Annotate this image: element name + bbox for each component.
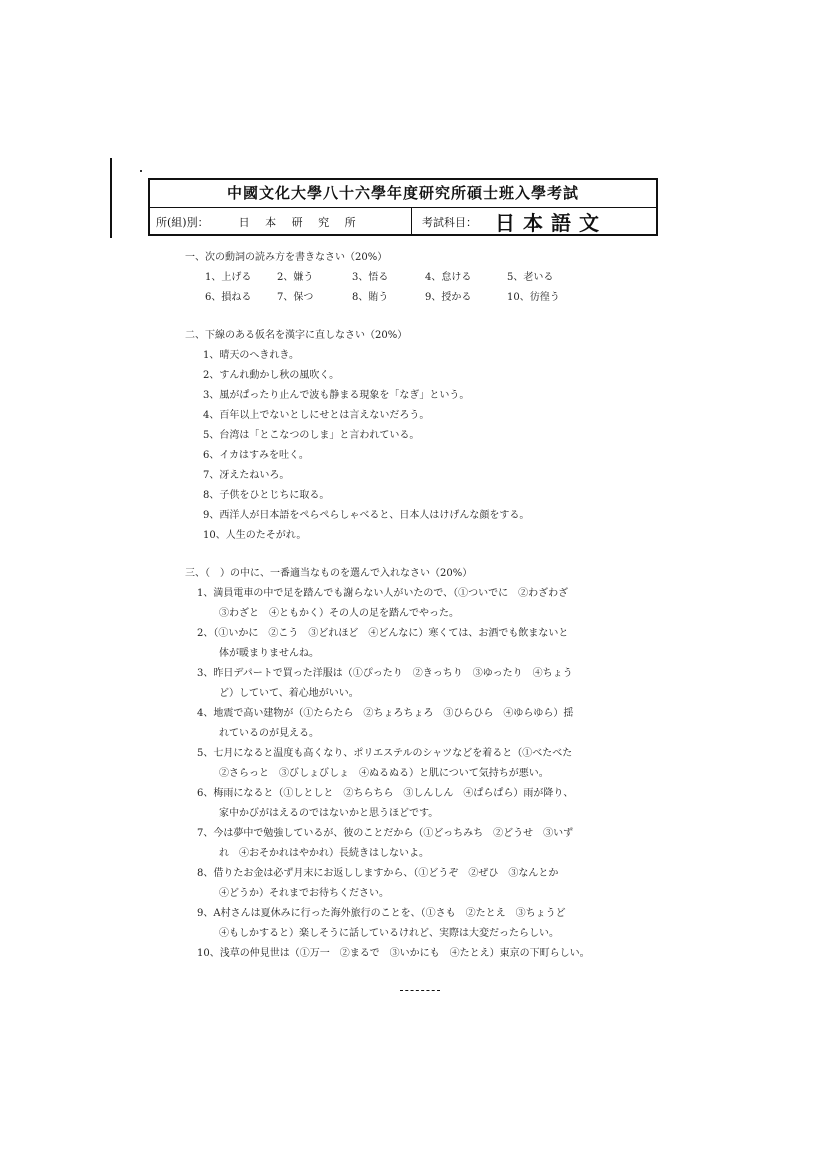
list-item: 9、西洋人が日本語をぺらぺらしゃべると、日本人はけげんな顔をする。	[203, 510, 530, 521]
question-line: ③わざと ④ともかく）その人の足を踏んでやった。	[219, 608, 459, 619]
question-line: 1、満員電車の中で足を踏んでも謝らない人がいたので、（①ついでに ②わざわざ	[197, 588, 569, 599]
question-line: 6、梅雨になると（①しとしと ②ちらちら ③しんしん ④ぱらぱら）雨が降り、	[197, 788, 574, 799]
question-line: ④どうか）それまでお待ちください。	[219, 888, 389, 899]
page-footer-rule	[400, 990, 440, 991]
department-value: 日 本 研 究 所	[238, 215, 362, 229]
subject-label: 考試科目：	[422, 215, 477, 229]
list-item: 5、台湾は「とこなつのしま」と言われている。	[203, 430, 420, 441]
question-line: ④もしかすると）楽しそうに話しているけれど、実際は大変だったらしい。	[219, 928, 559, 939]
list-item: 4、怠ける	[425, 272, 472, 283]
list-item: 9、授かる	[425, 292, 472, 303]
list-item: 3、悟る	[352, 272, 389, 283]
exam-content	[185, 248, 625, 964]
question	[197, 824, 625, 864]
question	[197, 624, 625, 664]
list-item: 8、子供をひとじちに取る。	[203, 490, 330, 501]
exam-header	[148, 178, 658, 236]
subject-value: 日本語文	[495, 211, 607, 235]
list-item: 2、嫌う	[277, 272, 314, 283]
list-item: 6、イカはすみを吐く。	[203, 450, 309, 461]
question-line: 5、七月になると温度も高くなり、ポリエステルのシャツなどを着ると（①べたべた	[197, 748, 573, 759]
question-line: ど）していて、着心地がいい。	[219, 688, 359, 699]
list-item: 6、損ねる	[205, 292, 252, 303]
list-item: 3、風がぱったり止んで波も静まる現象を「なぎ」という。	[203, 390, 470, 401]
question	[197, 944, 625, 964]
section1-items	[205, 268, 625, 308]
question-line: 7、今は夢中で勉強しているが、彼のことだから（①どっちみち ②どうせ ③いず	[197, 828, 574, 839]
section3-title: 三、（ ）の中に、一番適当なものを選んで入れなさい（20%）	[185, 568, 473, 579]
list-item: 7、冴えたねいろ。	[203, 470, 290, 481]
list-item: 4、百年以上でないとしにせとは言えないだろう。	[203, 410, 430, 421]
question-line: ②さらっと ③びしょびしょ ④ぬるぬる）と肌について気持ちが悪い。	[219, 768, 549, 779]
question-line: れ ④おそかれはやかれ）長続きはしないよ。	[219, 848, 429, 859]
question-line: 9、A村さんは夏休みに行った海外旅行のことを、（①さも ②たとえ ③ちょうど	[197, 908, 566, 919]
list-item: 1、上げる	[205, 272, 252, 283]
question	[197, 704, 625, 744]
section2-title: 二、下線のある仮名を漢字に直しなさい（20%）	[185, 330, 408, 341]
scan-speck	[140, 170, 142, 172]
list-item: 7、保つ	[277, 292, 314, 303]
department-label: 所(組)別：	[156, 215, 209, 229]
question-line: 体が暖まりませんね。	[219, 648, 319, 659]
section1-title: 一、次の動詞の読み方を書きなさい（20%）	[185, 252, 388, 263]
question	[197, 904, 625, 944]
list-item: 10、人生のたそがれ。	[203, 530, 307, 541]
question-line: 2、（①いかに ②こう ③どれほど ④どんなに）寒くては、お酒でも飲まないと	[197, 628, 569, 639]
question	[197, 784, 625, 824]
department-cell	[150, 208, 412, 235]
question	[197, 664, 625, 704]
subject-cell	[412, 208, 656, 235]
list-item: 2、すんれ動かし秋の風吹く。	[203, 370, 340, 381]
question-line: 8、借りたお金は必ず月末にお返ししますから、（①どうぞ ②ぜひ ③なんとか	[197, 868, 559, 879]
question-line: 家中かびがはえるのではないかと思うほどです。	[219, 808, 439, 819]
question	[197, 744, 625, 784]
exam-title: 中國文化大學八十六學年度研究所碩士班入學考試	[150, 180, 656, 208]
list-item: 10、彷徨う	[507, 292, 560, 303]
question-line: れているのが見える。	[219, 728, 319, 739]
question-line: 10、浅草の仲見世は（①万一 ②まるで ③いかにも ④たとえ）東京の下町らしい。	[197, 948, 590, 959]
question-line: 3、昨日デパートで買った洋服は（①ぴったり ②きっちり ③ゆったり ④ちょう	[197, 668, 573, 679]
list-item: 1、晴天のへきれき。	[203, 350, 299, 361]
margin-line	[110, 158, 112, 238]
question	[197, 584, 625, 624]
question-line: 4、地震で高い建物が（①たらたら ②ちょろちょろ ③ひらひら ④ゆらゆら）揺	[197, 708, 574, 719]
question	[197, 864, 625, 904]
list-item: 5、老いる	[507, 272, 554, 283]
list-item: 8、賄う	[352, 292, 389, 303]
